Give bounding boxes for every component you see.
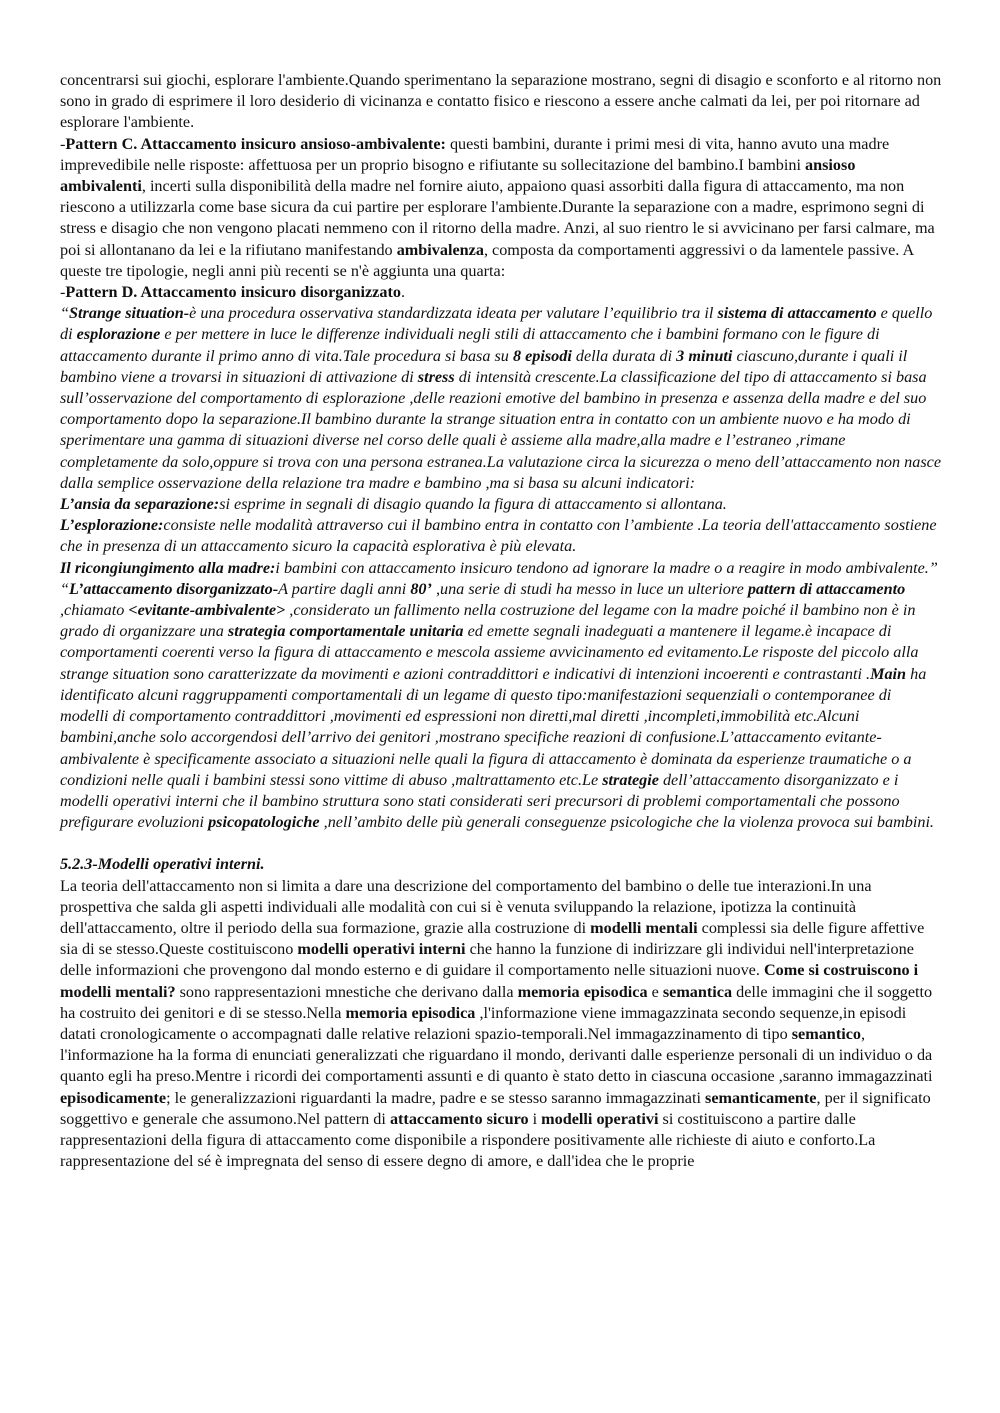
text-run: ,considerato un fallimento nella costruzione del legame con la madre poiché il bambino non è in grado di organizzare una: [60, 601, 916, 641]
text-run: i bambini con attaccamento insicuro tendono ad ignorare la madre o a reagire in modo ambivalente.”: [275, 558, 938, 577]
bold-text-run: attaccamento sicuro: [389, 1109, 529, 1128]
bold-text-run: 3 minuti: [676, 346, 733, 365]
bold-text-run: 5.2.3-Modelli operativi interni.: [60, 855, 265, 874]
paragraph-attaccamento-disorganizzato: [60, 579, 942, 833]
bold-text-run: sistema di attaccamento: [717, 304, 877, 323]
text-run: questi bambini, durante i primi mesi di vita, hanno avuto una madre imprevedibile nelle risposte: affettuosa per un proprio bisogno e rifiutante su sollecitazione del bambino.I bambini: [60, 134, 890, 174]
text-run: -: [60, 283, 66, 302]
text-run: La teoria dell'attaccamento non si limita a dare una descrizione del comportamento del bambino o delle tue interazioni.In una prospettiva che salda gli aspetti individuali alle modalità con cui si è venuta sviluppando la relazione, ipotizza la continuità dell'attaccamento, oltre il periodo della sua formazione, grazie alla costruzione di: [60, 876, 872, 937]
bold-text-run: Pattern C. Attaccamento insicuro ansioso-ambivalente:: [65, 134, 446, 153]
bold-text-run: Pattern D. Attaccamento insicuro disorganizzato: [65, 283, 401, 302]
text-run: si costituiscono a partire dalle rappresentazioni della figura di attaccamento come disponibile a rispondere positivamente alle richieste di aiuto e conforto.La rappresentazione del sé è impregnata del senso di essere degno di amore, e dall'idea che le proprie: [60, 1109, 876, 1171]
text-run: ciascuno,durante i quali il bambino viene a trovarsi in situazioni di attivazione di: [60, 346, 908, 386]
text-run: i: [528, 1109, 542, 1128]
bold-text-run: strategie: [602, 770, 659, 789]
text-run: e: [647, 982, 663, 1001]
text-run: è una procedura osservativa standardizzata ideata per valutare l’equilibrio tra il: [189, 304, 718, 323]
text-run: si esprime in segnali di disagio quando la figura di attaccamento si allontana.: [219, 495, 727, 514]
paragraph-ricongiungimento: [60, 558, 942, 579]
text-run: ; le generalizzazioni riguardanti la madre, padre e se stesso saranno immagazzinati: [166, 1088, 706, 1107]
paragraph-pattern-c: [60, 134, 942, 282]
text-run: dell’attaccamento disorganizzato e i modelli operativi interni che il bambino struttura sono stati considerati seri precursori di problemi comportamentali che possono prefigurare evoluzioni: [60, 770, 900, 832]
document-body: [60, 70, 942, 1172]
text-run: e quello di: [60, 304, 933, 344]
bold-text-run: Main: [870, 664, 907, 683]
text-run: ,nell’ambito delle più generali conseguenze psicologiche che la violenza provoca sui bambini.: [319, 813, 934, 832]
bold-text-run: L’attaccamento disorganizzato-: [69, 579, 279, 598]
bold-text-run: psicopatologiche: [208, 813, 320, 832]
bold-text-run: L’esplorazione:: [60, 516, 164, 535]
paragraph-pattern-d: [60, 282, 942, 303]
text-run: ,chiamato: [60, 601, 129, 620]
text-run: ,l'informazione viene immagazzinata secondo sequenze,in episodi datati cronologicamente o accompagnati dalle relative relazioni spazio-temporali.Nel immagazzinamento di tipo: [60, 1003, 907, 1043]
text-run: , l'informazione ha la forma di enunciati generalizzati che riguardano il mondo, derivanti dalle esperienze personali di un individuo o da quanto egli ha preso.Mentre i ricordi dei comportamenti assunti e di quanto è stato detto in ciascuna occasione ,saranno immagazzinati: [60, 1024, 933, 1086]
text-run: , composta da comportamenti aggressivi o da lamentele passive. A queste tre tipologie, negli anni più recenti se n'è aggiunta una quarta:: [60, 240, 914, 280]
text-run: .: [400, 283, 405, 302]
bold-text-run: pattern di attaccamento: [747, 579, 906, 598]
bold-text-run: ambivalenza: [396, 240, 484, 259]
bold-text-run: memoria episodica: [517, 982, 648, 1001]
text-run: -: [60, 134, 66, 153]
text-run: “: [60, 579, 70, 598]
text-run: e per mettere in luce le differenze individuali negli stili di attaccamento che i bambini formano con le figure di attaccamento durante il primo anno di vita.Tale procedura si basa su: [60, 325, 880, 365]
bold-text-run: 8 episodi: [512, 346, 572, 365]
text-run: di intensità crescente.La classificazione del tipo di attaccamento si basa sull’osservazione del comportamento di esplorazione ,delle reazioni emotive del bambino in presenza e assenza della madre e del suo comportamento dopo la separazione.Il bambino durante la strange situation entra in contatto con un ambiente nuovo e ha modo di sperimentare una gamma di situazioni diverse nel corso delle quali è assieme alla madre,alla madre e l’estraneo ,rimane completamente da solo,oppure si trova con una persona estranea.La valutazione circa la sicurezza o meno dell’attaccamento non nasce dalla semplice osservazione della relazione tra madre e bambino ,ma si basa su alcuni indicatori:: [60, 367, 942, 492]
text-run: , per il significato soggettivo e generale che assumono.Nel pattern di: [60, 1088, 931, 1128]
bold-text-run: Strange situation-: [69, 304, 190, 323]
bold-text-run: semantica: [662, 982, 733, 1001]
bold-text-run: ansioso ambivalenti: [60, 155, 856, 196]
paragraph-ansia-separazione: [60, 494, 942, 515]
text-run: complessi sia delle figure affettive sia di se stesso.Queste costituiscono: [60, 918, 925, 959]
text-run: ha identificato alcuni raggruppamenti comportamentali di un legame di questo tipo:manifestazioni sequenziali o contemporanee di modelli di comportamento contraddittori ,movimenti ed espressioni non diretti,mal diretti ,incompleti,immobilità etc.Alcuni bambini,anche solo accorgendosi dell’arrivo dei genitori ,mostrano specifiche reazioni di confusione.L’attaccamento evitante-ambivalente è specificamente associato a situazioni nelle quali la figura di attaccamento è dominata da esperienze traumatiche o a condizioni nelle quali i bambini stessi sono vittime di abuso ,maltrattamento etc.Le: [60, 664, 927, 789]
text-run: A partire dagli anni: [278, 579, 411, 598]
text-run: consiste nelle modalità attraverso cui il bambino entra in contatto con l’ambiente .La teoria dell'attaccamento sostiene che in presenza di un attaccamento sicuro la capacità esplorativa è più elevata.: [60, 516, 937, 556]
bold-text-run: modelli mentali: [590, 918, 698, 937]
text-run: , incerti sulla disponibilità della madre nel fornire aiuto, appaiono quasi assorbiti dalla figura di attaccamento, ma non riescono a utilizzarla come base sicura da cui partire per esplorare l'ambiente.Durante la separazione con a madre, esprimono segni di stress e disagio che non vengono placati nemmeno con il ritorno della madre. Anzi, al suo rientro le si avvicinano per farsi calmare, ma poi si allontanano da lei e la rifiutano manifestando: [60, 177, 935, 259]
bold-text-run: modelli operativi interni: [297, 940, 466, 959]
bold-text-run: 80’: [410, 579, 432, 598]
bold-text-run: Come si costruiscono i modelli mentali?: [60, 961, 919, 1001]
bold-text-run: strategia comportamentale unitaria: [227, 622, 464, 641]
text-run: “: [60, 304, 70, 323]
bold-text-run: modelli operativi: [541, 1109, 659, 1128]
bold-text-run: Il ricongiungimento alla madre:: [60, 558, 276, 577]
text-run: della durata di: [571, 346, 677, 365]
bold-text-run: stress: [417, 367, 455, 386]
text-run: delle immagini che il soggetto ha costruito dei genitori e di se stesso.Nella: [60, 982, 933, 1022]
text-run: che hanno la funzione di indirizzare gli individui nell'interpretazione delle informazioni che provengono dal mondo esterno e di guidare il comportamento nelle situazioni nuove.: [60, 940, 914, 980]
bold-text-run: episodicamente: [60, 1088, 167, 1107]
section-heading-modelli-operativi: [60, 854, 942, 875]
paragraph-intro-continuation: [60, 70, 942, 134]
paragraph-modelli-operativi: [60, 876, 942, 1173]
bold-text-run: semanticamente: [705, 1088, 817, 1107]
paragraph-strange-situation: [60, 303, 942, 494]
bold-text-run: L’ansia da separazione:: [60, 495, 220, 514]
bold-text-run: semantico: [791, 1024, 861, 1043]
bold-text-run: <evitante-ambivalente>: [128, 601, 286, 620]
text-run: ed emette segnali inadeguati a mantenere il legame.è incapace di comportamenti coerenti verso la figura di attaccamento e mescola assieme avvicinamento ed evitamento.Le risposte del piccolo alla strange situation sono caratterizzate da movimenti e azioni contraddittori e indicativi di intenzioni incoerenti e contrastanti .: [60, 622, 919, 683]
text-run: ,una serie di studi ha messo in luce un ulteriore: [431, 579, 748, 598]
paragraph-esplorazione: [60, 515, 942, 557]
text-run: sono rappresentazioni mnestiche che derivano dalla: [175, 982, 518, 1001]
bold-text-run: memoria episodica: [345, 1003, 476, 1022]
bold-text-run: esplorazione: [76, 325, 161, 344]
text-run: concentrarsi sui giochi, esplorare l'ambiente.Quando sperimentano la separazione mostrano, segni di disagio e sconforto e al ritorno non sono in grado di esprimere il loro desiderio di vicinanza e contatto fisico e riescono a essere anche calmati da lei, per poi ritornare ad esplorare l'ambiente.: [60, 71, 942, 132]
